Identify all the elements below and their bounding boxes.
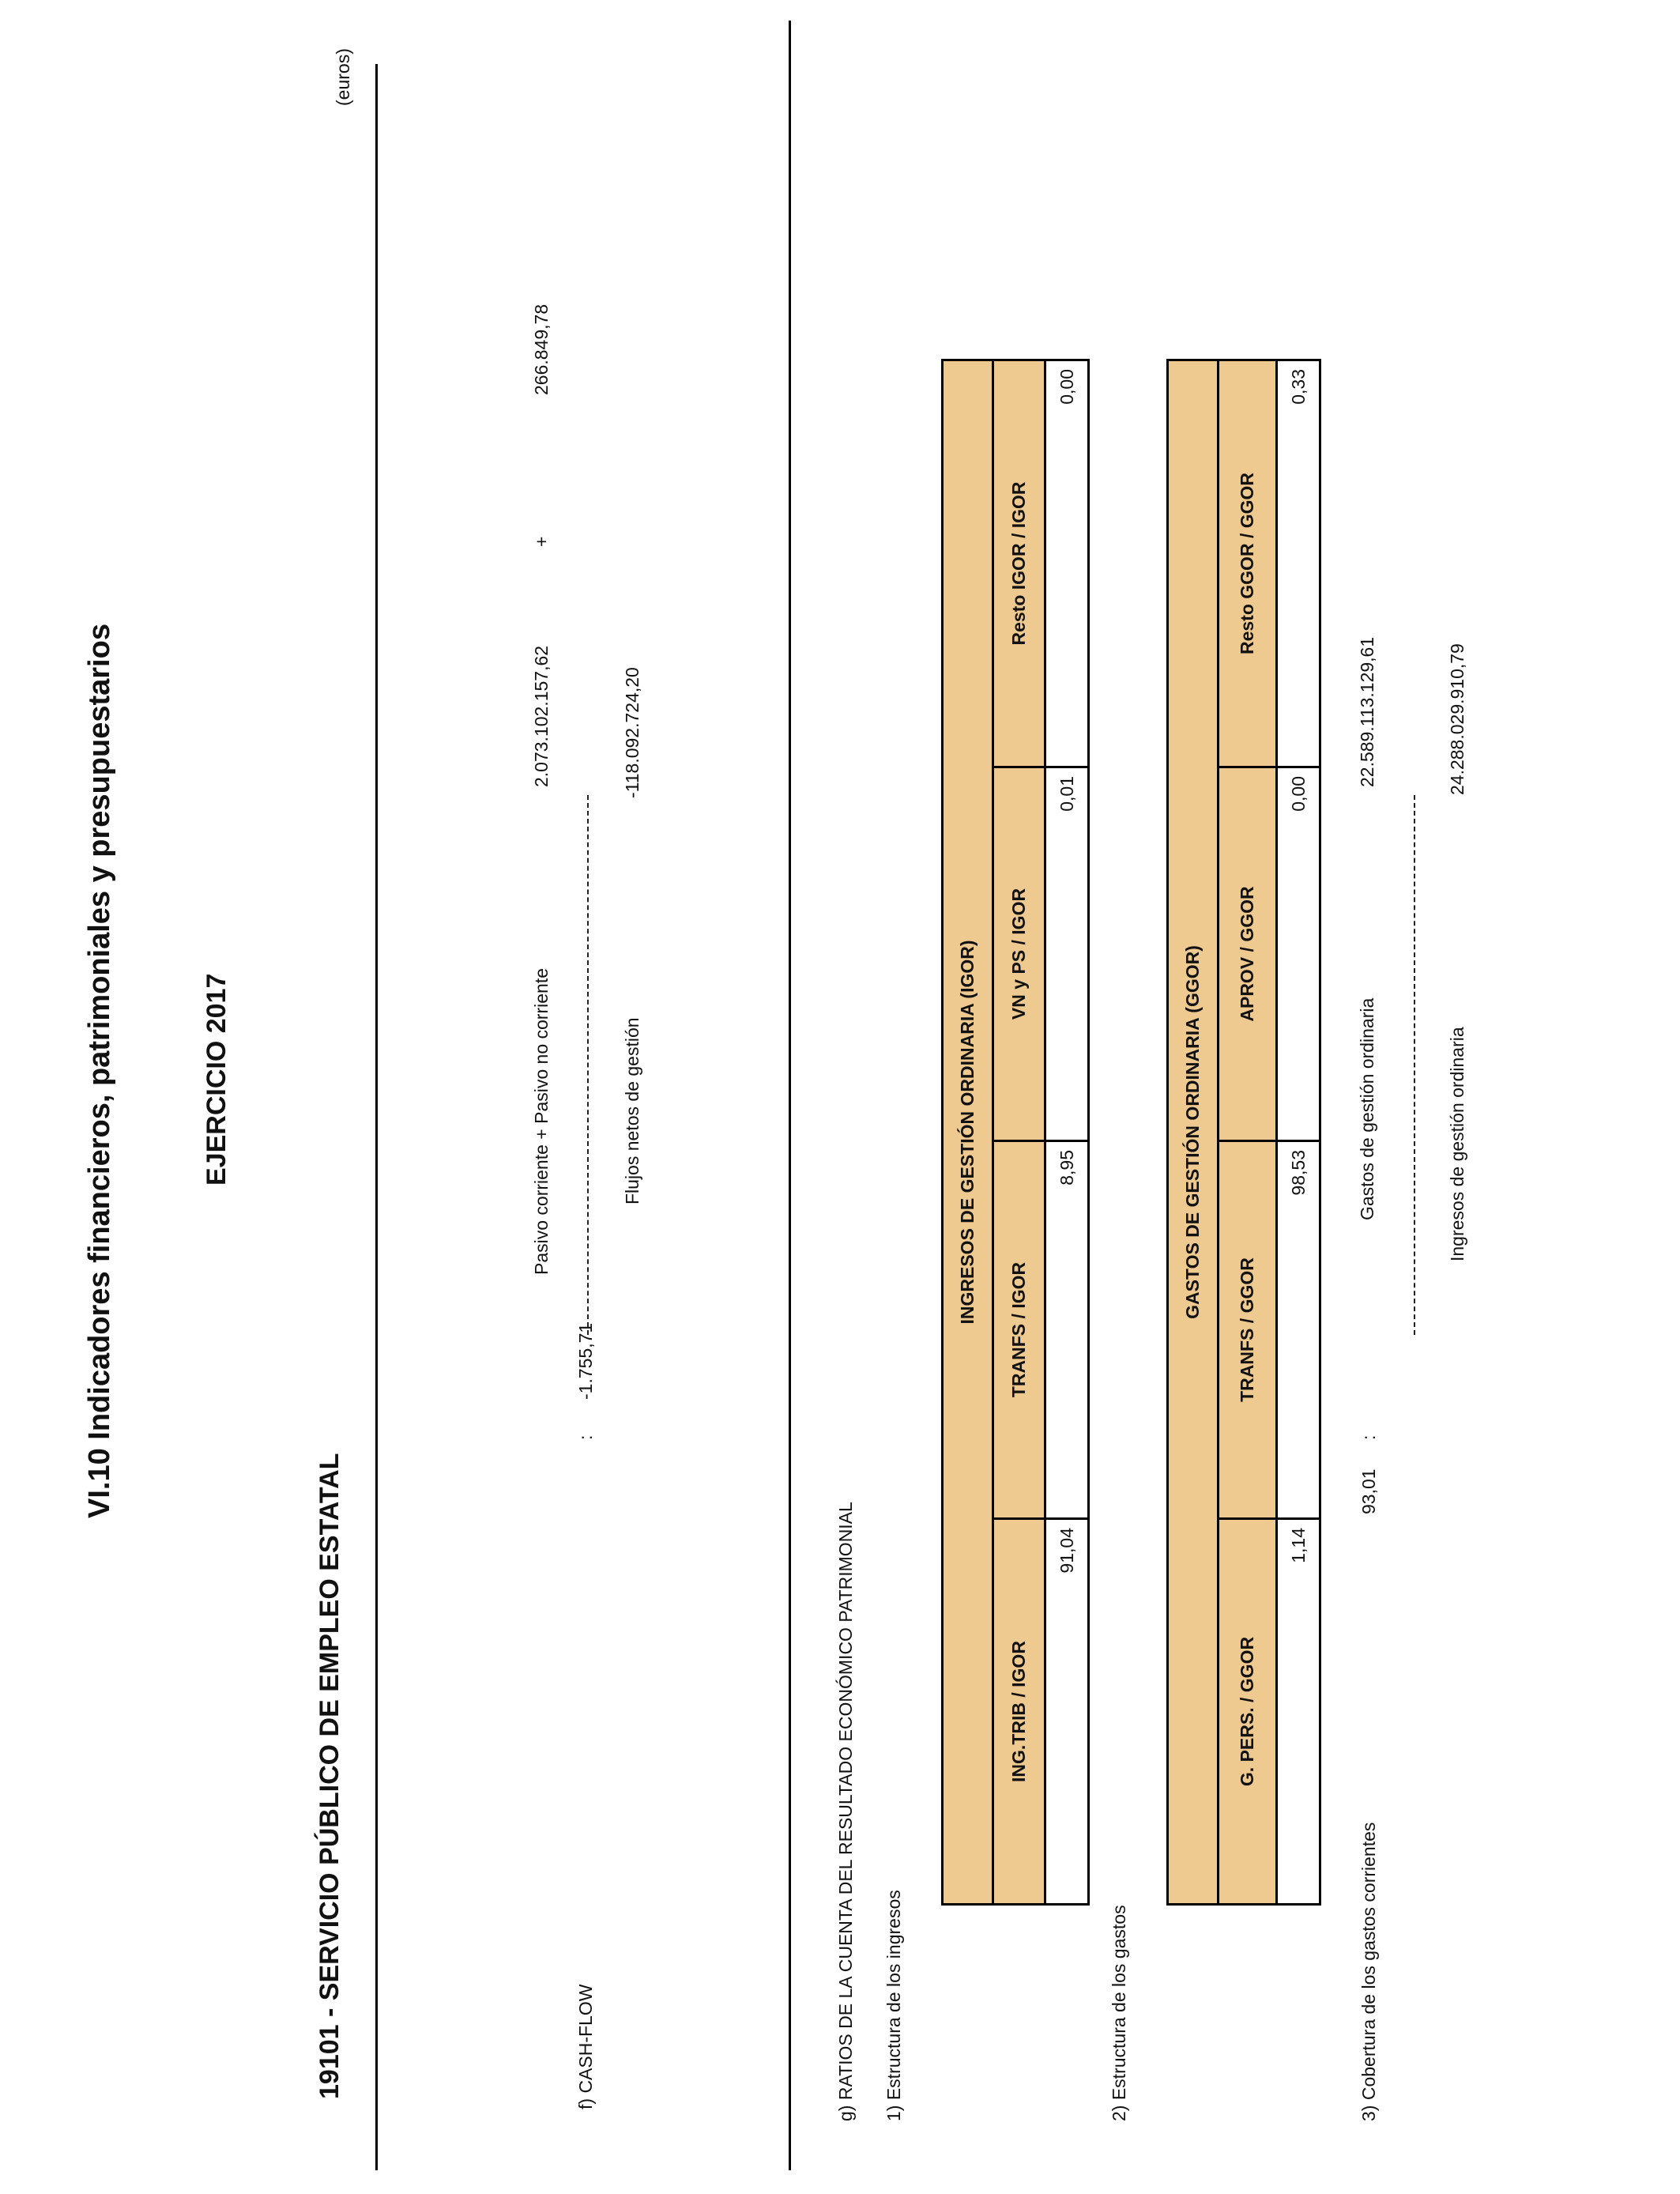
expenses-value-cell: 1,14 xyxy=(1277,1519,1320,1905)
expenses-value-cell: 0,33 xyxy=(1277,360,1320,767)
income-value-cell: 0,00 xyxy=(1045,360,1089,767)
coverage-colon: : xyxy=(1358,1434,1379,1440)
cashflow-label: f) CASH-FLOW xyxy=(575,1984,596,2109)
coverage-numerator-label: Gastos de gestión ordinaria xyxy=(1357,997,1377,1220)
report-title: VI.10 Indicadores financieros, patrimoniales y presupuestarios xyxy=(83,624,116,1518)
income-value-cell: 91,04 xyxy=(1045,1519,1089,1905)
units-label: (euros) xyxy=(333,48,353,106)
cashflow-denominator-value: -118.092.724,20 xyxy=(622,667,642,798)
exercise-title: EJERCICIO 2017 xyxy=(202,973,232,1186)
ratios-section-title: g) RATIOS DE LA CUENTA DEL RESULTADO ECONÓMICO PATRIMONIAL xyxy=(835,1502,856,2121)
income-value-cell: 0,01 xyxy=(1045,767,1089,1141)
coverage-numerator-value: 22.589.113.129,61 xyxy=(1357,636,1377,787)
expenses-col-header: Resto GGOR / GGOR xyxy=(1219,360,1277,767)
cashflow-plus-sign: + xyxy=(531,536,552,547)
coverage-value: 93,01 xyxy=(1358,1468,1379,1514)
income-table-title: INGRESOS DE GESTIÓN ORDINARIA (IGOR) xyxy=(943,360,993,1904)
expenses-value-cell: 0,00 xyxy=(1277,767,1320,1141)
cashflow-denominator-label: Flujos netos de gestión xyxy=(622,1017,642,1204)
expenses-value-cell: 98,53 xyxy=(1277,1141,1320,1519)
expenses-col-header: APROV / GGOR xyxy=(1219,767,1277,1141)
income-col-header: ING.TRIB / IGOR xyxy=(993,1519,1045,1905)
income-structure-label: 1) Estructura de los ingresos xyxy=(883,1890,904,2121)
expenses-table-title: GASTOS DE GESTIÓN ORDINARIA (GGOR) xyxy=(1168,360,1219,1905)
income-value-cell: 8,95 xyxy=(1045,1141,1089,1519)
expenses-col-header: TRANFS / GGOR xyxy=(1219,1141,1277,1519)
cashflow-numerator-label: Pasivo corriente + Pasivo no corriente xyxy=(531,967,552,1275)
cashflow-numerator-value-1: 2.073.102.157,62 xyxy=(531,645,552,787)
expenses-ratios-table xyxy=(1166,359,1321,1906)
income-col-header: TRANFS / IGOR xyxy=(993,1141,1045,1519)
cashflow-value: -1.755,71 xyxy=(575,1322,596,1400)
income-col-header: Resto IGOR / IGOR xyxy=(993,360,1045,767)
coverage-fraction-line xyxy=(1414,795,1415,1335)
income-ratios-table xyxy=(941,359,1090,1906)
cashflow-fraction-line xyxy=(587,795,589,1335)
cashflow-colon: : xyxy=(575,1434,596,1440)
cashflow-numerator-value-2: 266.849,78 xyxy=(531,303,552,395)
expenses-structure-label: 2) Estructura de los gastos xyxy=(1109,1905,1129,2121)
coverage-label: 3) Cobertura de los gastos corrientes xyxy=(1358,1822,1379,2121)
bottom-rule xyxy=(789,21,791,2170)
entity-name: 19101 - SERVICIO PÚBLICO DE EMPLEO ESTATAL xyxy=(315,1453,345,2099)
coverage-denominator-label: Ingresos de gestión ordinaria xyxy=(1447,1027,1467,1261)
expenses-col-header: G. PERS. / GGOR xyxy=(1219,1519,1277,1905)
income-col-header: VN y PS / IGOR xyxy=(993,767,1045,1141)
coverage-denominator-value: 24.288.029.910,79 xyxy=(1447,643,1467,795)
top-rule xyxy=(375,64,378,2170)
